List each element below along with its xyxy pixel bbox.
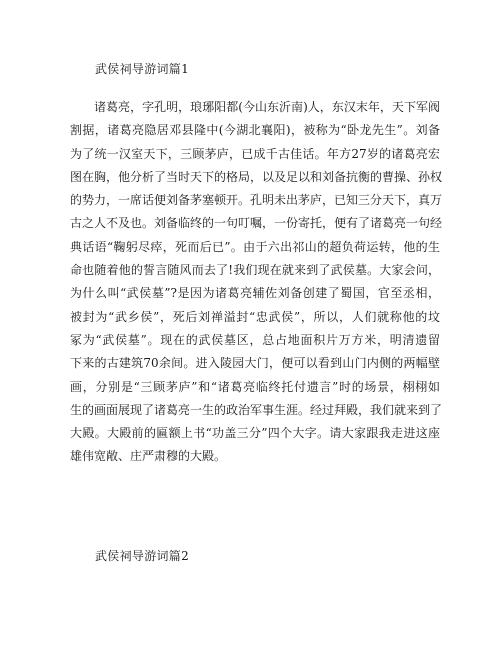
paragraph-line: 典话语“鞠躬尽瘁，死而后已”。由于六出祁山的超负荷运转，他的生 bbox=[70, 239, 440, 254]
paragraph-line: 古之人不及也。刘备临终的一句叮嘱，一份寄托，便有了诸葛亮一句经 bbox=[70, 216, 443, 231]
paragraph-line: 被封为“武乡侯”，死后刘禅溢封“忠武侯”，所以，人们就称他的坟 bbox=[70, 309, 440, 324]
paragraph-line: 图在胸，他分析了当时天下的格局，以及足以和刘备抗衡的曹操、孙权 bbox=[70, 169, 443, 184]
paragraph-line: 为了统一汉室天下，三顾茅庐，已成千古佳话。年方27岁的诸葛亮宏 bbox=[70, 146, 440, 161]
paragraph-body bbox=[70, 96, 443, 469]
paragraph-line: 割据，诸葛亮隐居邓县隆中(今湖北襄阳)，被称为“卧龙先生”。刘备 bbox=[70, 123, 440, 138]
paragraph-line: 为什么叫“武侯墓”?是因为诸葛亮辅佐刘备创建了蜀国，官至丞相， bbox=[70, 286, 440, 301]
paragraph-line: 冢为“武侯墓”。现在的武侯墓区，总占地面积片万方米，明清遗留 bbox=[70, 332, 440, 347]
paragraph-line: 的势力，一席话便刘备茅塞顿开。孔明未出茅庐，已知三分天下，真万 bbox=[70, 193, 443, 208]
section-title-1: 武侯祠导游词篇1 bbox=[95, 62, 190, 76]
paragraph-line: 生的画面展现了诸葛亮一生的政治军事生涯。经过拜殿，我们就来到了 bbox=[70, 402, 443, 417]
paragraph-line: 大殿。大殿前的匾额上书“功盖三分”四个大字。请大家跟我走进这座 bbox=[70, 426, 440, 441]
section-title-2: 武侯祠导游词篇2 bbox=[95, 549, 190, 563]
paragraph-line: 雄伟宽敞、庄严肃穆的大殿。 bbox=[70, 449, 227, 464]
paragraph-line: 诸葛亮，字孔明，琅琊阳都(今山东沂南)人，东汉末年，天下军阀 bbox=[94, 100, 440, 114]
paragraph-line: 命也随着他的誓言随风而去了!我们现在就来到了武侯墓。大家会问， bbox=[70, 263, 440, 278]
paragraph-line: 下来的古建筑70余间。进入陵园大门，便可以看到山门内侧的两幅壁 bbox=[70, 356, 440, 371]
paragraph-line: 画，分别是“三顾茅庐”和“诸葛亮临终托付遗言”时的场景，栩栩如 bbox=[70, 379, 440, 394]
